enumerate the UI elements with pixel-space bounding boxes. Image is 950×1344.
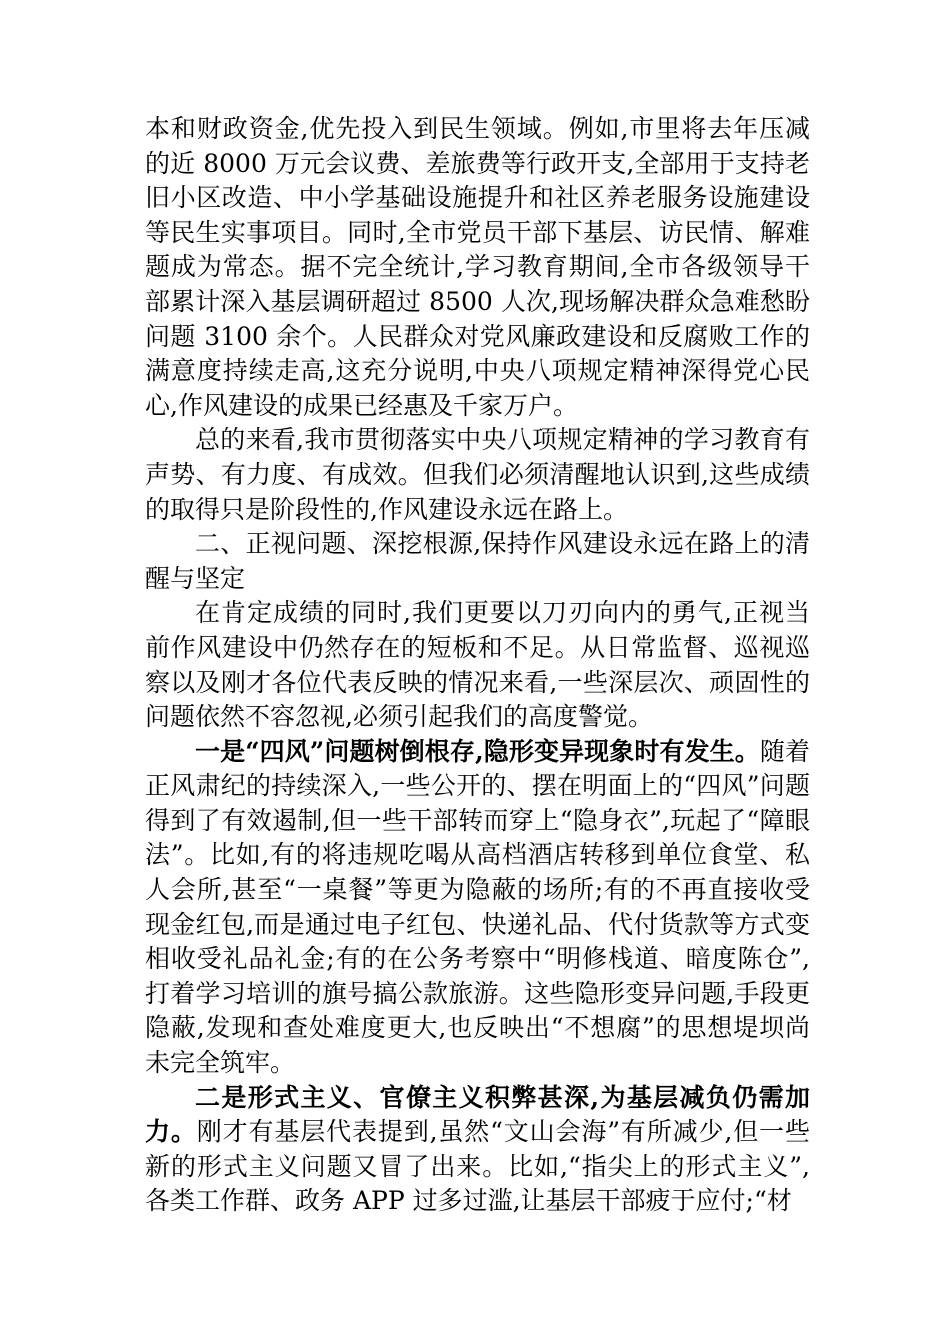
section-heading: 二、正视问题、深挖根源,保持作风建设永远在路上的清醒与坚定: [145, 529, 810, 593]
paragraph-point-two: [145, 1081, 810, 1219]
point-one-lead: 一是“四风”问题树倒根存,隐形变异现象时有发生。: [195, 736, 760, 766]
point-one-body: 随着正风肃纪的持续深入,一些公开的、摆在明面上的“四风”问题得到了有效遏制,但一些干部转而穿上“隐身衣”,玩起了“障眼法”。比如,有的将违规吃喝从高档酒店转移到单位食堂、私人会所,甚至“一桌餐”等更为隐蔽的场所;有的不再直接收受现金红包,而是通过电子红包、快递礼品、代付货款等方式变相收受礼品礼金;有的在公务考察中“明修栈道、暗度陈仓”,打着学习培训的旗号搞公款旅游。这些隐形变异问题,手段更隐蔽,发现和查处难度更大,也反映出“不想腐”的思想堤坝尚未完全筑牢。: [145, 736, 810, 1078]
paragraph-continued: 本和财政资金,优先投入到民生领域。例如,市里将去年压减的近 8000 万元会议费、差旅费等行政开支,全部用于支持老旧小区改造、中小学基础设施提升和社区养老服务设施建设等民生实事项目。同时,全市党员干部下基层、访民情、解难题成为常态。据不完全统计,学习教育期间,全市各级领导干部累计深入基层调研超过 8500 人次,现场解决群众急难愁盼问题 3100 余个。人民群众对党风廉政建设和反腐败工作的满意度持续走高,这充分说明,中央八项规定精神深得党心民心,作风建设的成果已经惠及千家万户。: [145, 114, 810, 420]
point-two-lead: 二是形式主义、官僚主义积弊甚深,为基层减负仍需加力。: [145, 1082, 810, 1147]
paragraph-summary: 总的来看,我市贯彻落实中央八项规定精神的学习教育有声势、有力度、有成效。但我们必须清醒地认识到,这些成绩的取得只是阶段性的,作风建设永远在路上。: [145, 425, 810, 524]
paragraph-point-one: [145, 735, 810, 1081]
document-page: [145, 112, 810, 1219]
point-two-body: 刚才有基层代表提到,虽然“文山会海”有所减少,但一些新的形式主义问题又冒了出来。比如,“指尖上的形式主义”,各类工作群、政务 APP 过多过滥,让基层干部疲于应付;“材: [145, 1117, 810, 1216]
paragraph-intro: 在肯定成绩的同时,我们更要以刀刃向内的勇气,正视当前作风建设中仍然存在的短板和不足。从日常监督、巡视巡察以及刚才各位代表反映的情况来看,一些深层次、顽固性的问题依然不容忽视,必须引起我们的高度警觉。: [145, 598, 810, 732]
